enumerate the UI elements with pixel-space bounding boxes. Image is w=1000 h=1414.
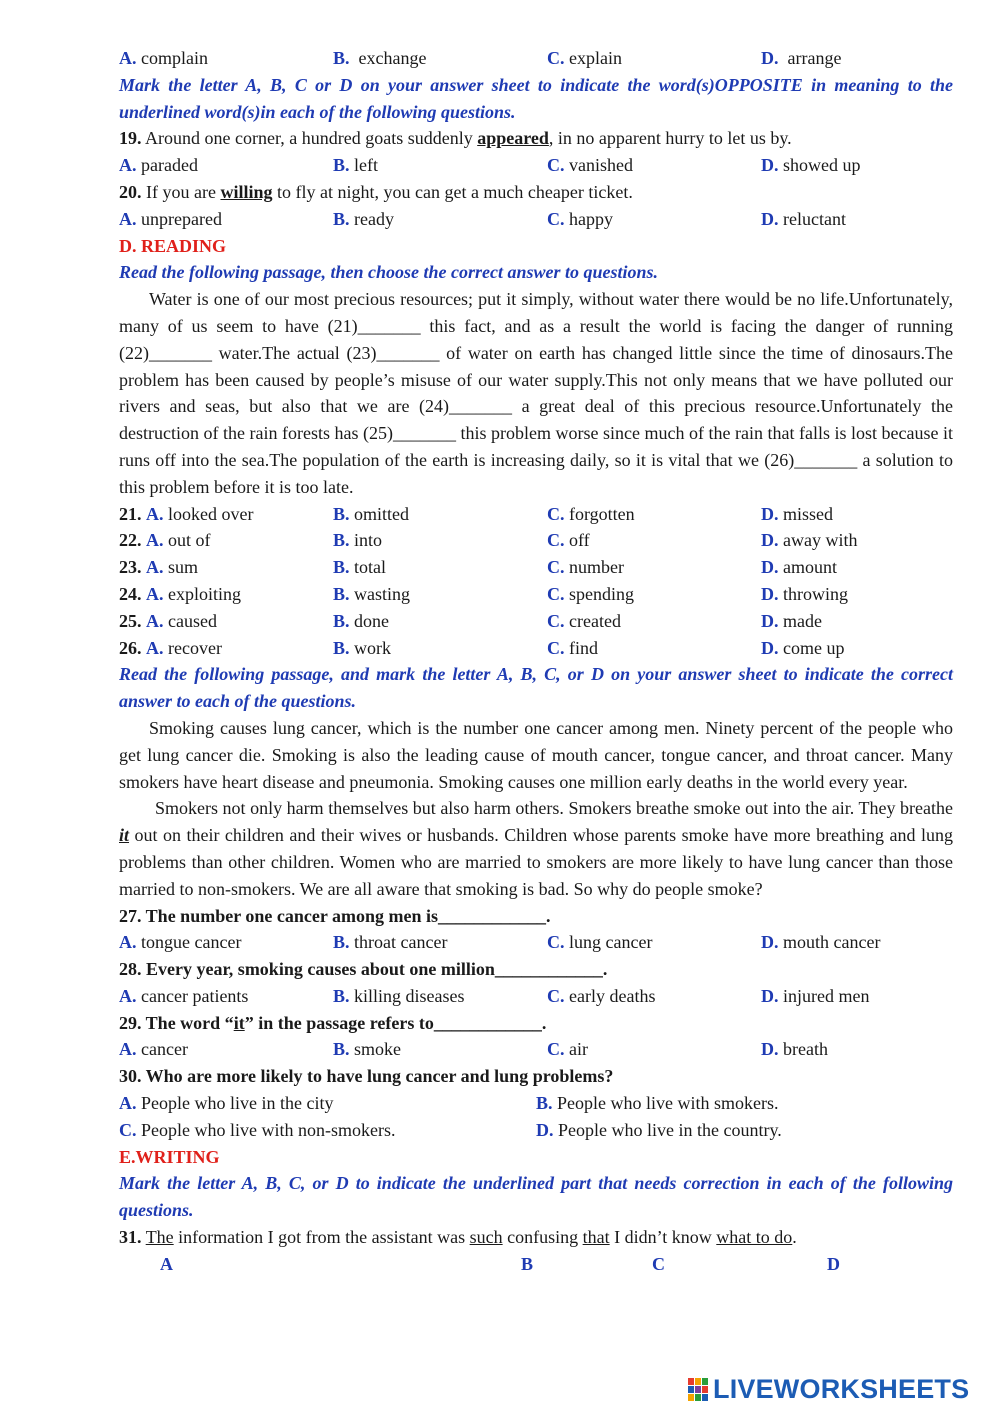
cloze-option-d[interactable]: [761, 554, 953, 581]
cloze-option-d[interactable]: [761, 608, 953, 635]
cloze-option-c[interactable]: [547, 527, 761, 554]
q18-option-c[interactable]: C. explain: [547, 48, 622, 68]
q19-options: [119, 152, 953, 179]
cloze-row: [119, 581, 953, 608]
option-letter: A.: [146, 557, 164, 578]
option-text: forgotten: [569, 503, 635, 524]
option-letter: B.: [333, 610, 350, 631]
cloze-row: [119, 527, 953, 554]
cloze-option-c[interactable]: [547, 581, 761, 608]
cloze-row: [119, 635, 953, 662]
option-text: into: [354, 530, 383, 551]
q20-option-d[interactable]: D. reluctant: [761, 208, 846, 229]
q29-option-b[interactable]: B. smoke: [333, 1039, 402, 1060]
reading-passage-water: [119, 286, 953, 500]
q20-option-a[interactable]: A. unprepared: [119, 208, 222, 229]
cloze-option-d[interactable]: [761, 581, 953, 608]
option-letter: A.: [146, 610, 164, 631]
option-text: made: [783, 610, 822, 631]
option-letter: B.: [333, 637, 350, 658]
cloze-question-number: 22.: [119, 530, 142, 551]
q31-letter-b: B: [521, 1253, 534, 1274]
q30-option-d[interactable]: D. People who live in the country.: [536, 1119, 782, 1140]
q31-part-letters: [119, 1251, 953, 1278]
q19-underlined-word: appeared: [477, 128, 549, 149]
underlined-pronoun-it: it: [119, 825, 130, 846]
option-letter: C.: [547, 583, 565, 604]
passage-water-paragraph: Water is one of our most precious resources; put it simply, without water there would be no life.Unfortunately, many of us seem to have (21)_______ this fact, and as a result the world is facing the danger of running (22)_______ water.The actual (23)_______ of water on earth has changed little since the time of dinosaurs.The problem has been caused by people’s misuse of our water supply.This not only means that we have polluted our rivers and seas, but also that we are (24)_______ a great deal of this precious resource.Unfortunately the destruction of the rain forests has (25)_______ this problem worse since much of the rain that falls is lost because it runs off into the sea.The population of the earth is increasing daily, so it is vital that we (26)_______ a solution to this problem before it is too late.: [119, 289, 953, 497]
option-text: amount: [783, 557, 837, 578]
q31-part-c[interactable]: that: [582, 1227, 610, 1248]
option-letter: A.: [146, 637, 164, 658]
q27-stem: 27. The number one cancer among men is____________.: [119, 905, 551, 926]
option-letter: A.: [146, 583, 164, 604]
logo-grid-icon: [688, 1378, 710, 1402]
option-text: find: [569, 637, 598, 658]
option-letter: C.: [547, 503, 565, 524]
option-letter: C.: [547, 557, 565, 578]
cloze-option-a[interactable]: [119, 608, 333, 635]
instruction-reading-2: Read the following passage, and mark the letter A, B, C, or D on your answer sheet to indicate the correct answer to each of the questions.: [119, 664, 953, 712]
q28-stem: 28. Every year, smoking causes about one million____________.: [119, 959, 608, 980]
option-text: throwing: [783, 583, 848, 604]
cloze-question-number: 24.: [119, 583, 142, 604]
q31-part-b[interactable]: such: [469, 1227, 503, 1248]
q20-stem: 20. If you are willing to fly at night, you can get a much cheaper ticket.: [119, 181, 633, 202]
option-text: come up: [783, 637, 845, 658]
option-text: done: [354, 610, 390, 631]
cloze-question-number: 21.: [119, 503, 142, 524]
option-letter: A.: [146, 530, 164, 551]
reading-passage-smoking: [119, 715, 953, 903]
section-heading-reading: D. READING: [119, 235, 227, 256]
instruction-reading-1: Read the following passage, then choose the correct answer to questions.: [119, 262, 659, 283]
option-letter: D.: [761, 637, 779, 658]
q27-option-a[interactable]: A. tongue cancer: [119, 932, 242, 953]
q27-option-c[interactable]: C. lung cancer: [547, 932, 653, 953]
q20-option-c[interactable]: C. happy: [547, 208, 613, 229]
passage-smoking-paragraph-2: Smokers not only harm themselves but also harm others. Smokers breathe smoke out into the air. They breathe it out on their children and their wives or husbands. Children whose parents smoke have more breathing and lung problems than other children. Women who are married to smokers are more likely to have lung cancer than those married to non-smokers. We are all aware that smoking is bad. So why do people smoke?: [119, 798, 953, 899]
cloze-option-a[interactable]: [119, 581, 333, 608]
option-text: missed: [783, 503, 834, 524]
option-letter: A.: [146, 503, 164, 524]
q27-options: [119, 929, 953, 956]
q30-options-row-2: [119, 1117, 953, 1144]
q31-part-a[interactable]: The: [145, 1227, 174, 1248]
q29-option-a[interactable]: A. cancer: [119, 1039, 188, 1060]
cloze-option-b[interactable]: [333, 608, 547, 635]
q30-options-row-1: [119, 1090, 953, 1117]
option-letter: C.: [547, 530, 565, 551]
cloze-option-b[interactable]: [333, 581, 547, 608]
section-heading-writing: E.WRITING: [119, 1146, 220, 1167]
option-text: created: [569, 610, 621, 631]
q18-options: [119, 45, 953, 72]
q30-option-c[interactable]: C. People who live with non-smokers.: [119, 1119, 396, 1140]
cloze-option-a[interactable]: [119, 635, 333, 662]
q29-option-d[interactable]: D. breath: [761, 1039, 828, 1060]
instruction-writing: Mark the letter A, B, C, or D to indicate the underlined part that needs correction in each of the following questions.: [119, 1173, 953, 1221]
option-text: off: [569, 530, 590, 551]
cloze-row: [119, 501, 953, 528]
q30-option-b[interactable]: B. People who live with smokers.: [536, 1093, 779, 1114]
cloze-option-a[interactable]: [119, 501, 333, 528]
q19-option-a[interactable]: A. paraded: [119, 155, 198, 176]
q29-option-c[interactable]: C. air: [547, 1039, 588, 1060]
cloze-option-b[interactable]: [333, 501, 547, 528]
option-text: spending: [569, 583, 634, 604]
q19-option-c[interactable]: C. vanished: [547, 155, 633, 176]
option-letter: B.: [333, 583, 350, 604]
instruction-opposite: Mark the letter A, B, C or D on your answer sheet to indicate the word(s)OPPOSITE in meaning to the underlined word(s)in each of the following questions.: [119, 74, 953, 122]
option-text: recover: [168, 637, 222, 658]
q29-options: [119, 1036, 953, 1063]
q30-stem: 30. Who are more likely to have lung cancer and lung problems?: [119, 1066, 614, 1087]
cloze-option-c[interactable]: [547, 501, 761, 528]
cloze-option-a[interactable]: [119, 554, 333, 581]
q19-stem: 19. Around one corner, a hundred goats suddenly appeared, in no apparent hurry to let us by.: [119, 128, 792, 149]
cloze-options-list: [119, 501, 953, 662]
q29-stem: 29. The word “it” in the passage refers to____________.: [119, 1012, 547, 1033]
q31-stem: 31. The information I got from the assistant was such confusing that I didn’t know what to do.: [119, 1227, 797, 1248]
q20-underlined-word: willing: [220, 181, 273, 202]
option-text: caused: [168, 610, 217, 631]
q20-options: [119, 206, 953, 233]
cloze-option-d[interactable]: [761, 527, 953, 554]
worksheet-page: [119, 45, 953, 1278]
option-letter: C.: [547, 610, 565, 631]
cloze-option-d[interactable]: [761, 501, 953, 528]
q31-letter-c: C: [652, 1253, 665, 1274]
cloze-option-b[interactable]: [333, 554, 547, 581]
cloze-option-c[interactable]: [547, 554, 761, 581]
cloze-option-d[interactable]: [761, 635, 953, 662]
cloze-option-b[interactable]: [333, 527, 547, 554]
option-text: wasting: [354, 583, 411, 604]
option-letter: D.: [761, 530, 779, 551]
option-letter: D.: [761, 583, 779, 604]
option-text: number: [569, 557, 624, 578]
option-text: looked over: [168, 503, 254, 524]
q28-option-b[interactable]: B. killing diseases: [333, 985, 465, 1006]
option-letter: D.: [761, 503, 779, 524]
q30-option-a[interactable]: A. People who live in the city: [119, 1093, 334, 1114]
cloze-option-c[interactable]: [547, 635, 761, 662]
q27-option-b[interactable]: B. throat cancer: [333, 932, 448, 953]
liveworksheets-logo: [688, 1374, 969, 1405]
q18-option-b[interactable]: B. exchange: [333, 48, 427, 68]
q28-option-a[interactable]: A. cancer patients: [119, 985, 249, 1006]
q31-letter-a: A: [160, 1253, 173, 1274]
q18-option-d[interactable]: D. arrange: [761, 48, 842, 68]
q20-option-b[interactable]: B. ready: [333, 208, 394, 229]
cloze-option-a[interactable]: [119, 527, 333, 554]
q28-options: [119, 983, 953, 1010]
logo-text: LIVEWORKSHEETS: [713, 1374, 970, 1404]
cloze-option-c[interactable]: [547, 608, 761, 635]
q27-option-d[interactable]: D. mouth cancer: [761, 932, 881, 953]
option-text: total: [354, 557, 387, 578]
option-letter: B.: [333, 530, 350, 551]
option-letter: B.: [333, 557, 350, 578]
option-letter: D.: [761, 610, 779, 631]
option-text: out of: [168, 530, 211, 551]
cloze-option-b[interactable]: [333, 635, 547, 662]
option-letter: B.: [333, 503, 350, 524]
option-letter: C.: [547, 637, 565, 658]
option-text: sum: [168, 557, 199, 578]
cloze-row: [119, 554, 953, 581]
passage-smoking-paragraph-1: Smoking causes lung cancer, which is the number one cancer among men. Ninety percent of the people who get lung cancer die. Smoking is also the leading cause of mouth cancer, tongue cancer, and throat cancer. Many smokers have heart disease and pneumonia. Smoking causes one million early deaths in the world every year.: [119, 717, 953, 792]
q28-option-d[interactable]: D. injured men: [761, 985, 870, 1006]
q31-part-d[interactable]: what to do: [716, 1227, 793, 1248]
cloze-question-number: 26.: [119, 637, 142, 658]
q19-option-d[interactable]: D. showed up: [761, 155, 861, 176]
q28-option-c[interactable]: C. early deaths: [547, 985, 656, 1006]
q29-underlined-it: it: [233, 1012, 245, 1033]
q18-option-a[interactable]: A. complain: [119, 48, 208, 68]
option-text: work: [354, 637, 392, 658]
option-text: omitted: [354, 503, 410, 524]
cloze-row: [119, 608, 953, 635]
option-letter: D.: [761, 557, 779, 578]
cloze-question-number: 25.: [119, 610, 142, 631]
q19-option-b[interactable]: B. left: [333, 155, 379, 176]
option-text: away with: [783, 530, 858, 551]
option-text: exploiting: [168, 583, 241, 604]
q31-letter-d: D: [827, 1253, 840, 1274]
cloze-question-number: 23.: [119, 557, 142, 578]
